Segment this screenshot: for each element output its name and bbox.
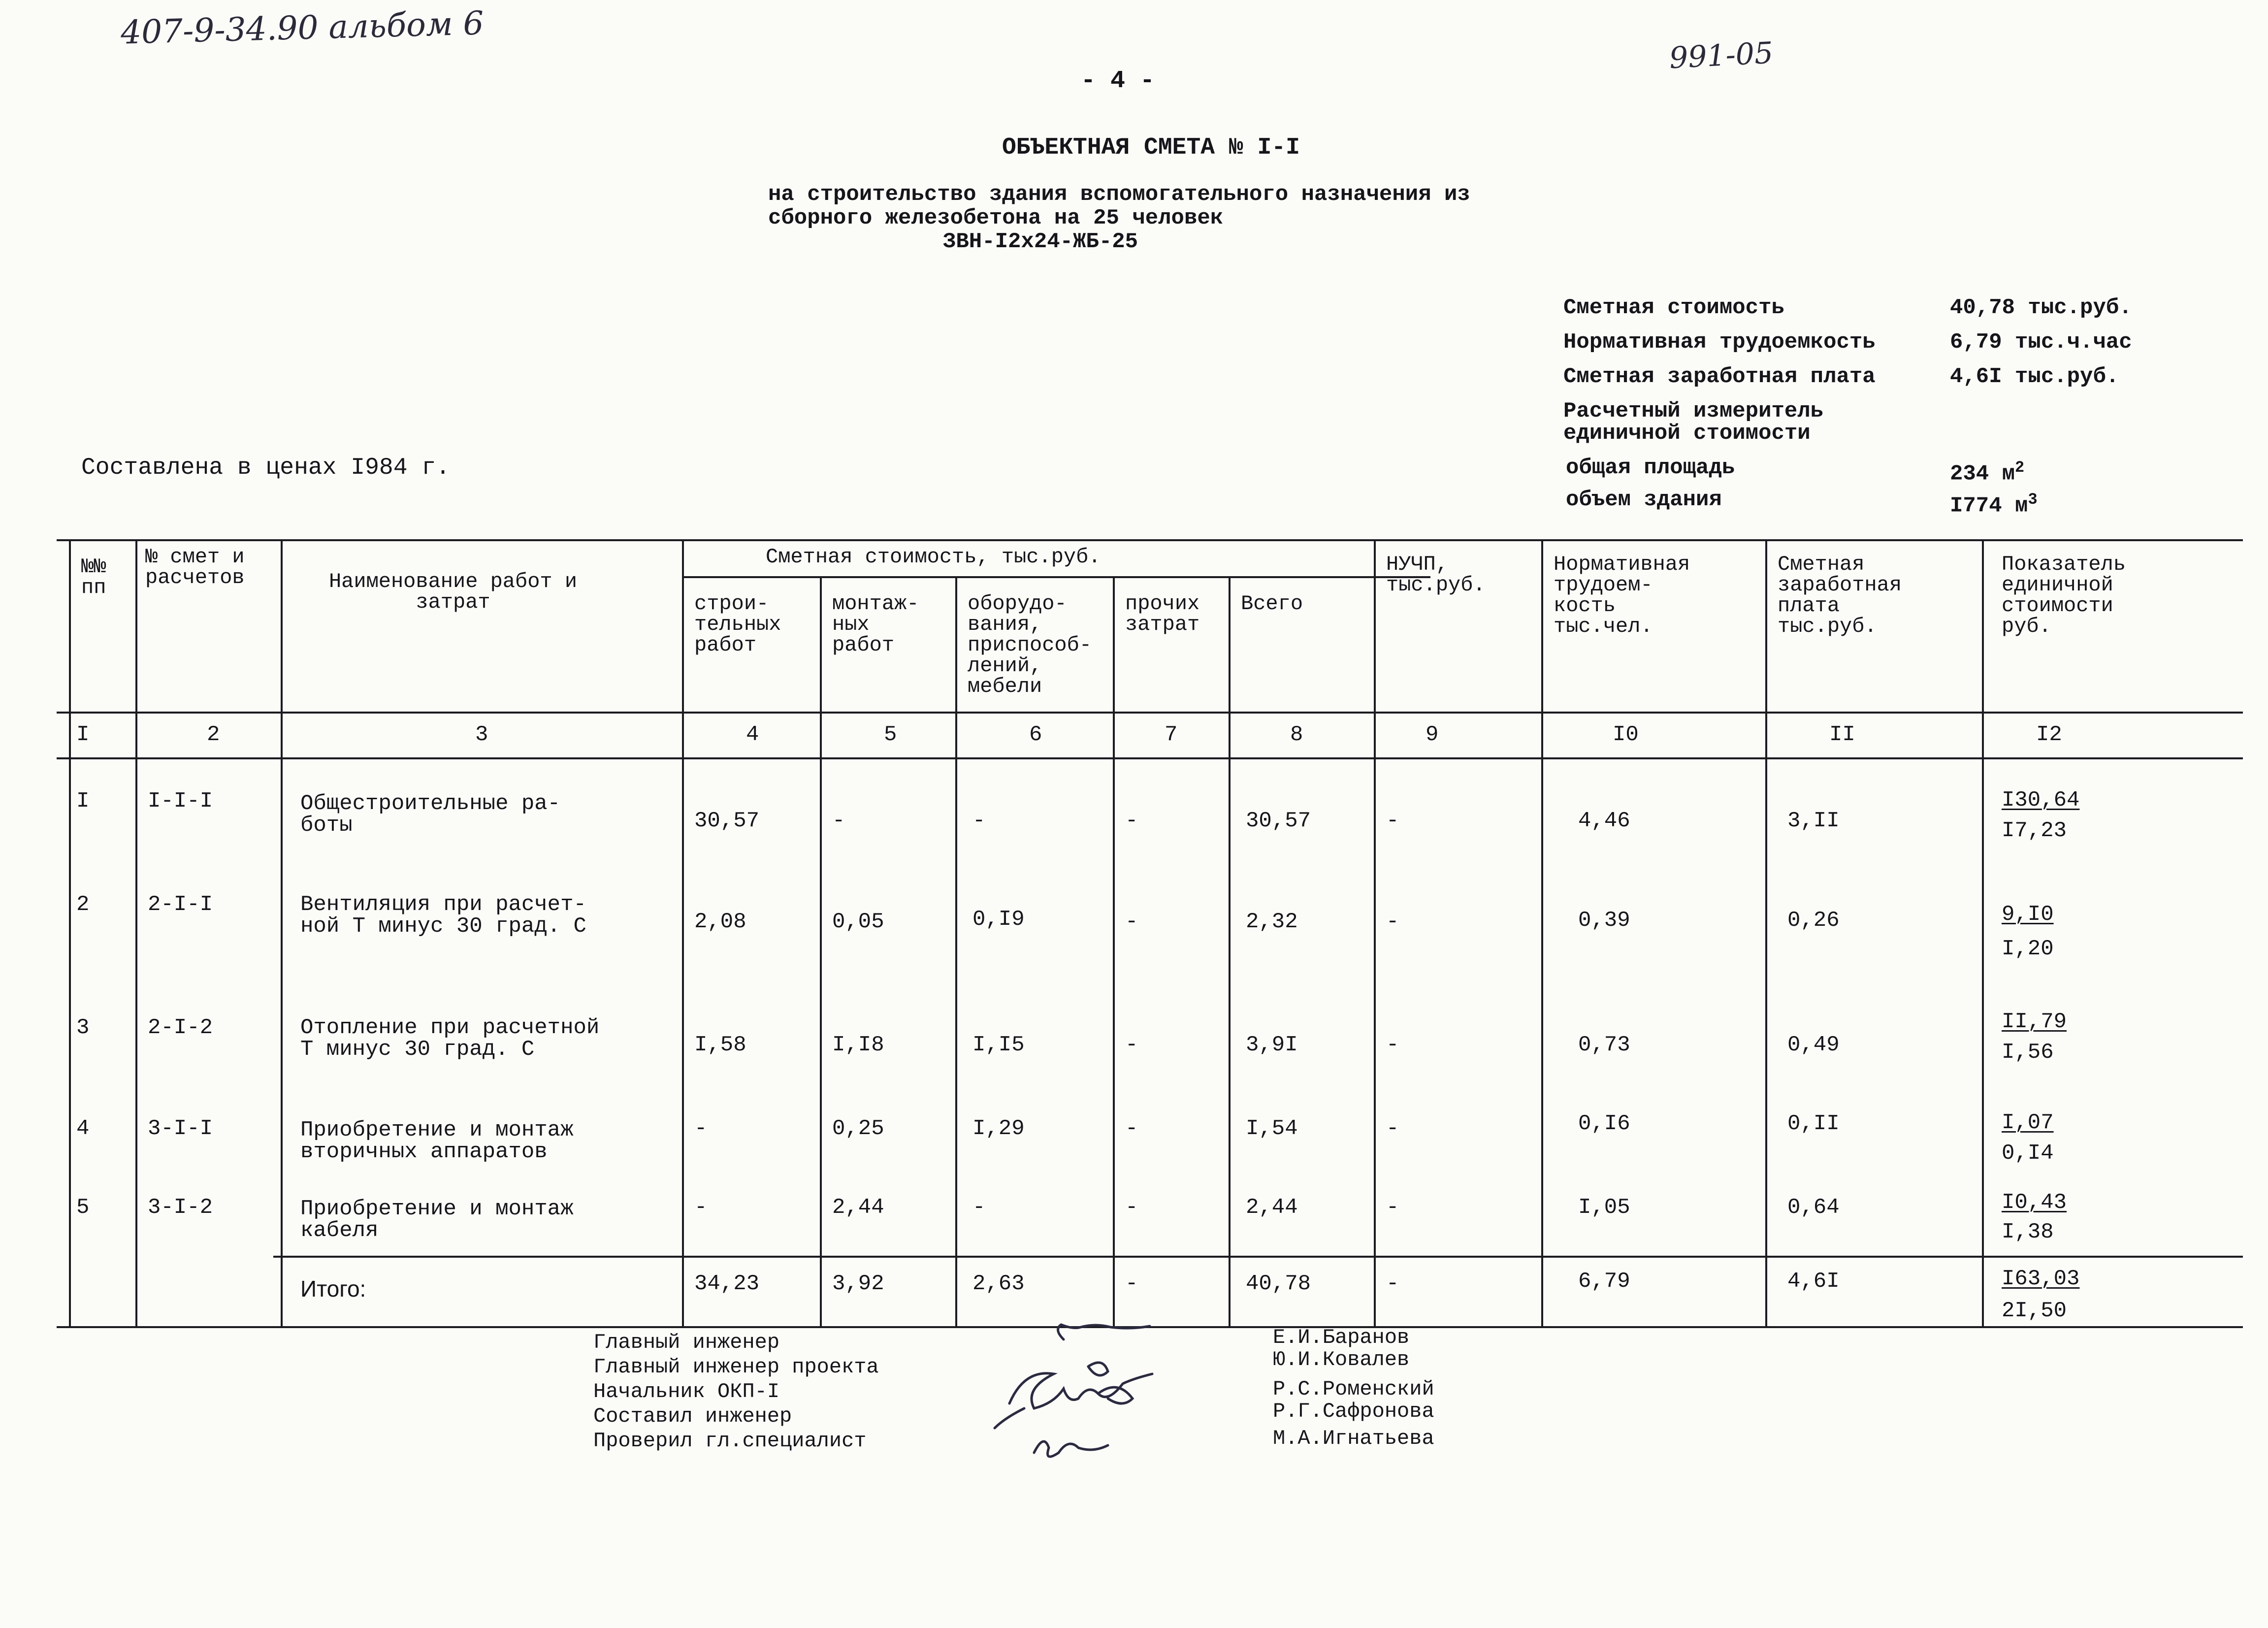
- row-2-equipment: 0,I9: [972, 907, 1025, 932]
- column-number: II: [1829, 722, 1855, 747]
- summary-meter-label-1: Расчетный измеритель: [1563, 399, 1824, 423]
- row-4-other: -: [1125, 1116, 1138, 1141]
- row-1-other: -: [1125, 809, 1138, 833]
- col-border: [1765, 539, 1767, 1328]
- summary-label-cost: Сметная стоимость: [1563, 295, 1784, 320]
- column-number: I0: [1613, 722, 1639, 747]
- estimate-table: [57, 539, 2243, 1328]
- row-4-total: I,54: [1246, 1116, 1298, 1141]
- row-2-other: -: [1125, 910, 1138, 934]
- col-border: [1374, 539, 1376, 1328]
- header-equipment: оборудо- вания, приспособ- лений, мебели: [968, 592, 1092, 698]
- row-2-installation: 0,05: [832, 910, 884, 934]
- row-4-labor: 0,I6: [1578, 1111, 1630, 1136]
- row-3-other: -: [1125, 1033, 1138, 1057]
- role-chief-engineer: Главный инженер: [593, 1331, 780, 1354]
- column-number: 7: [1165, 722, 1178, 747]
- col-border: [281, 539, 283, 1328]
- col-border: [135, 539, 137, 1328]
- row-3-labor: 0,73: [1578, 1033, 1630, 1057]
- column-number: I2: [2036, 722, 2062, 747]
- role-chief-project-engineer: Главный инженер проекта: [593, 1355, 879, 1379]
- role-department-head: Начальник ОКП-I: [593, 1380, 780, 1403]
- row-3-wage: 0,49: [1787, 1033, 1840, 1057]
- header-labor: Нормативная трудоем- кость тыс.чел.: [1554, 553, 1690, 638]
- row-4-num: 4: [76, 1116, 90, 1141]
- summary-volume-label: объем здания: [1566, 488, 1722, 512]
- column-number: 8: [1290, 722, 1303, 747]
- name-kovalev: Ю.И.Ковалев: [1273, 1348, 1410, 1371]
- total-equipment: 2,63: [972, 1271, 1025, 1296]
- signature-scribble-icon: [980, 1320, 1216, 1467]
- total-nuchp: -: [1386, 1271, 1399, 1296]
- row-2-unit-bottom: I,20: [2002, 937, 2054, 961]
- name-ignatyeva: М.А.Игнатьева: [1273, 1427, 1434, 1450]
- row-5-nuchp: -: [1386, 1195, 1399, 1220]
- row-4-wage: 0,II: [1787, 1111, 1840, 1136]
- row-2-labor: 0,39: [1578, 908, 1630, 933]
- page-number: - 4 -: [1081, 67, 1155, 95]
- cost-group-divider: [682, 576, 1430, 578]
- header-cost-group: Сметная стоимость, тыс.руб.: [766, 545, 1101, 569]
- col-border: [820, 576, 822, 1328]
- row-1-total: 30,57: [1246, 809, 1311, 833]
- row-4-installation: 0,25: [832, 1116, 884, 1141]
- name-romensky: Р.С.Роменский: [1273, 1377, 1434, 1401]
- summary-area-value: 234 $м^2$: [1950, 458, 2025, 487]
- row-5-estimate: 3-I-2: [148, 1195, 213, 1220]
- total-total: 40,78: [1246, 1271, 1311, 1296]
- total-installation: 3,92: [832, 1271, 884, 1296]
- row-5-name: Приобретение и монтаж кабеля: [300, 1197, 574, 1243]
- role-checked-by: Проверил гл.специалист: [593, 1429, 867, 1453]
- row-4-unit-top: I,07: [2002, 1110, 2054, 1135]
- row-5-total: 2,44: [1246, 1195, 1298, 1220]
- total-wage: 4,6I: [1787, 1269, 1840, 1294]
- table-top-line: [57, 539, 2243, 541]
- row-1-labor: 4,46: [1578, 809, 1630, 833]
- column-number: 9: [1426, 722, 1439, 747]
- handwritten-sheet-ref: 991-05: [1668, 35, 1774, 76]
- handwritten-signatures: [980, 1320, 1216, 1467]
- row-2-wage: 0,26: [1787, 908, 1840, 933]
- header-unit-cost: Показатель единичной стоимости руб.: [2002, 553, 2126, 638]
- col-border: [682, 539, 684, 1328]
- header-num: №№ пп: [81, 555, 106, 599]
- col-border: [69, 539, 71, 1328]
- row-5-num: 5: [76, 1195, 90, 1220]
- row-3-unit-bottom: I,56: [2002, 1040, 2054, 1065]
- document-heading: ОБЪЕКТНАЯ СМЕТА № I-I: [1002, 134, 1300, 161]
- summary-value-wage: 4,6I тыс.руб.: [1950, 364, 2119, 389]
- row-4-equipment: I,29: [972, 1116, 1025, 1141]
- row-3-unit-top: II,79: [2002, 1009, 2067, 1034]
- column-number: 4: [746, 722, 759, 747]
- header-bottom-line: [57, 712, 2243, 714]
- total-row-label: Итого:: [300, 1276, 366, 1302]
- row-5-other: -: [1125, 1195, 1138, 1220]
- row-5-unit-bottom: I,38: [2002, 1220, 2054, 1244]
- header-nuchp: НУЧП, тыс.руб.: [1386, 553, 1486, 597]
- col-border: [1113, 576, 1115, 1328]
- row-5-equipment: -: [972, 1195, 986, 1220]
- row-5-construction: -: [694, 1195, 708, 1220]
- row-3-installation: I,I8: [832, 1033, 884, 1057]
- total-construction: 34,23: [694, 1271, 760, 1296]
- row-1-num: I: [76, 789, 90, 814]
- column-number: 2: [207, 722, 220, 747]
- row-5-wage: 0,64: [1787, 1195, 1840, 1220]
- total-other: -: [1125, 1271, 1138, 1296]
- col-border: [1541, 539, 1543, 1328]
- prices-note: Составлена в ценах I984 г.: [81, 455, 450, 481]
- row-5-installation: 2,44: [832, 1195, 884, 1220]
- row-3-total: 3,9I: [1246, 1033, 1298, 1057]
- row-5-unit-top: I0,43: [2002, 1190, 2067, 1215]
- total-labor: 6,79: [1578, 1269, 1630, 1294]
- row-1-equipment: -: [972, 809, 986, 833]
- summary-meter-label-2: единичной стоимости: [1563, 421, 1811, 446]
- header-total: Всего: [1241, 592, 1303, 616]
- row-4-unit-bottom: 0,I4: [2002, 1141, 2054, 1166]
- total-row-top-line: [273, 1256, 2243, 1258]
- summary-area-label: общая площадь: [1566, 456, 1735, 480]
- row-3-nuchp: -: [1386, 1033, 1399, 1057]
- handwritten-project-code: 407-9-34.90 альбом 6: [120, 4, 485, 52]
- summary-value-labor: 6,79 тыс.ч.час: [1950, 330, 2132, 355]
- total-unit-bottom: 2I,50: [2002, 1299, 2067, 1323]
- col-border: [1982, 539, 1984, 1328]
- header-wage: Сметная заработная плата тыс.руб.: [1778, 553, 1902, 638]
- document-subtitle-line1: на строительство здания вспомогательного назначения из: [768, 182, 1470, 207]
- row-4-nuchp: -: [1386, 1116, 1399, 1141]
- row-5-labor: I,05: [1578, 1195, 1630, 1220]
- row-1-estimate: I-I-I: [148, 789, 213, 814]
- row-1-unit-top: I30,64: [2002, 788, 2080, 813]
- header-estimate: № смет и расчетов: [145, 545, 245, 589]
- column-number: 5: [884, 722, 897, 747]
- header-installation: монтаж- ных работ: [832, 592, 919, 657]
- row-3-estimate: 2-I-2: [148, 1015, 213, 1040]
- row-3-num: 3: [76, 1015, 90, 1040]
- summary-volume-value: I774 $м^3$: [1950, 490, 2038, 519]
- header-other: прочих затрат: [1125, 592, 1200, 636]
- row-4-estimate: 3-I-I: [148, 1116, 213, 1141]
- col-border: [1229, 576, 1231, 1328]
- row-1-wage: 3,II: [1787, 809, 1840, 833]
- row-2-construction: 2,08: [694, 910, 746, 934]
- row-3-equipment: I,I5: [972, 1033, 1025, 1057]
- row-2-name: Вентиляция при расчет- ной Т минус 30 град. С: [300, 892, 586, 939]
- numbers-row-bottom-line: [57, 757, 2243, 759]
- summary-label-wage: Сметная заработная плата: [1563, 364, 1876, 389]
- row-1-construction: 30,57: [694, 809, 760, 833]
- row-1-unit-bottom: I7,23: [2002, 818, 2067, 843]
- name-baranov: Е.И.Баранов: [1273, 1326, 1410, 1349]
- document-subtitle-line3: ЗВН-I2х24-ЖБ-25: [943, 229, 1138, 254]
- name-safronova: Р.Г.Сафронова: [1273, 1400, 1434, 1423]
- col-border: [955, 576, 957, 1328]
- header-construction: строи- тельных работ: [694, 592, 781, 657]
- total-unit-top: I63,03: [2002, 1267, 2080, 1291]
- row-2-nuchp: -: [1386, 910, 1399, 934]
- row-1-name: Общестроительные ра- боты: [300, 791, 561, 838]
- column-number: 6: [1029, 722, 1042, 747]
- row-2-unit-top: 9,I0: [2002, 902, 2054, 927]
- row-2-estimate: 2-I-I: [148, 892, 213, 917]
- row-3-name: Отопление при расчетной Т минус 30 град. С: [300, 1015, 600, 1062]
- row-2-num: 2: [76, 892, 90, 917]
- summary-label-labor: Нормативная трудоемкость: [1563, 330, 1876, 355]
- row-2-total: 2,32: [1246, 910, 1298, 934]
- row-1-installation: -: [832, 809, 845, 833]
- header-name: Наименование работ и затрат: [328, 570, 578, 614]
- row-3-construction: I,58: [694, 1033, 746, 1057]
- document-subtitle-line2: сборного железобетона на 25 человек: [768, 206, 1224, 230]
- column-number: 3: [475, 722, 488, 747]
- row-1-nuchp: -: [1386, 809, 1399, 833]
- row-4-construction: -: [694, 1116, 708, 1141]
- role-compiled-by: Составил инженер: [593, 1404, 792, 1428]
- summary-value-cost: 40,78 тыс.руб.: [1950, 295, 2132, 320]
- column-number: I: [76, 722, 90, 747]
- row-4-name: Приобретение и монтаж вторичных аппаратов: [300, 1118, 574, 1164]
